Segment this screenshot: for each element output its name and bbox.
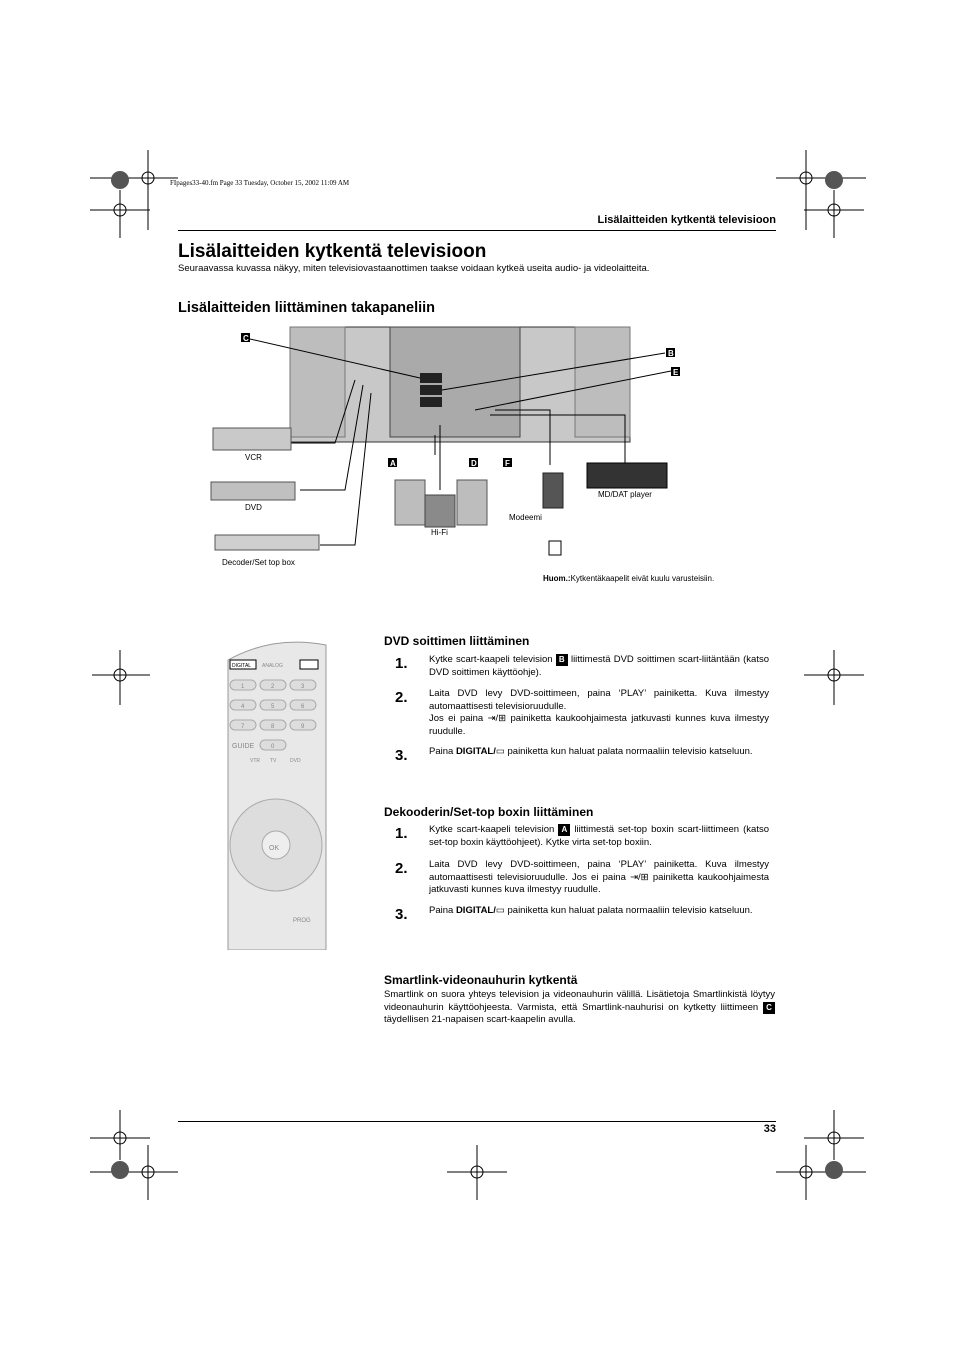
phone-jack — [549, 541, 561, 555]
ok-button: OK — [269, 845, 280, 852]
lead-text: Seuraavassa kuvassa näkyy, miten televisiovastaanottimen taakse voidaan kytkeä useita audio- ja videolaitteita. — [178, 263, 650, 274]
decoder-step-1: Kytke scart-kaapeli television A liittimestä set-top boxin scart-liittimeen (katso set-top boxin käyttöohjeet). Kytke virta set-top boxiin. — [429, 824, 769, 848]
letter-f: F — [505, 459, 510, 468]
dvd-step-3: Paina DIGITAL/▭ painiketta kun haluat palata normaaliin televisio katseluun. — [429, 746, 753, 757]
guide-button: GUIDE — [232, 743, 255, 750]
connection-diagram — [205, 325, 750, 590]
analog-button[interactable]: ANALOG — [262, 663, 283, 669]
dvd-step-2-num: 2. — [395, 689, 408, 706]
md-label: MD/DAT player — [598, 490, 652, 499]
hifi-device — [395, 480, 487, 527]
decoder-step-2: Laita DVD levy DVD-soittimeen, paina ‘PLAY’ painiketta. Kuva ilmestyy automaattisesti televisioruudulle. Jos ei paina ⇥/⊞ painiketta kaukoohjaimesta jatkuvasti kunnes kuva ilmestyy ruudulle. — [429, 859, 769, 895]
dvd-src-label: DVD — [290, 758, 301, 764]
letter-c: C — [243, 334, 249, 343]
vcr-device — [213, 428, 291, 450]
dvd-step-1: Kytke scart-kaapeli television B liittimestä DVD soittimen scart-liitäntään (katso DVD soittimen käyttöohje). — [429, 654, 770, 678]
digital-button[interactable]: DIGITAL — [232, 663, 252, 669]
md-device — [587, 463, 667, 488]
vcr-label: VCR — [245, 453, 262, 462]
num-8: 8 — [271, 724, 275, 730]
page-title: Lisälaitteiden kytkentä televisioon — [178, 241, 487, 262]
page-number: 33 — [763, 1123, 776, 1135]
num-0: 0 — [271, 744, 275, 750]
num-4: 4 — [241, 704, 245, 710]
num-2: 2 — [271, 684, 275, 690]
decoder-step-3-num: 3. — [395, 906, 408, 923]
header-rule — [178, 230, 776, 231]
letter-a: A — [390, 459, 396, 468]
dvd-label: DVD — [245, 503, 262, 512]
decoder-heading: Dekooderin/Set-top boxin liittäminen — [384, 805, 594, 819]
num-3: 3 — [301, 684, 305, 690]
dvd-heading: DVD soittimen liittäminen — [384, 634, 530, 648]
smartlink-text: Smartlink on suora yhteys television ja videonauhurin välillä. Lisätietoja Smartlinkistä löytyy videonauhurin käyttöohjeesta. Varmista, että Smartlink-nauhurisi on kytketty liittimeen C täydellisen 21-napaisen scart-kaapelin avulla. — [384, 989, 775, 1025]
letter-e: E — [673, 368, 679, 377]
smartlink-heading: Smartlink-videonauhurin kytkentä — [384, 973, 578, 987]
modem-label: Modeemi — [509, 513, 542, 522]
num-6: 6 — [301, 704, 305, 710]
input-select-icon: ⇥/⊞ — [630, 871, 649, 883]
decoder-device — [215, 535, 319, 550]
letter-b: B — [668, 349, 674, 358]
section-title: Lisälaitteiden liittäminen takapaneliin — [178, 300, 436, 316]
num-7: 7 — [241, 724, 245, 730]
dvd-step-1-num: 1. — [395, 655, 408, 672]
running-head: Lisälaitteiden kytkentä televisioon — [597, 214, 776, 226]
print-meta: FIpages33-40.fm Page 33 Tuesday, October 15, 2002 11:09 AM — [170, 179, 350, 187]
tv-label: TV — [270, 758, 277, 764]
remote-control — [218, 640, 328, 950]
input-select-icon: ⇥/⊞ — [487, 713, 507, 724]
letter-d: D — [471, 459, 477, 468]
decoder-label: Decoder/Set top box — [222, 558, 295, 567]
modem-device — [543, 473, 563, 508]
hifi-label: Hi-Fi — [431, 528, 448, 537]
num-9: 9 — [301, 724, 305, 730]
tv-icon: ▭ — [495, 905, 505, 916]
decoder-step-1-num: 1. — [395, 825, 408, 842]
diagram-note: Huom.:Kytkentäkaapelit eivät kuulu varusteisiin. — [543, 574, 715, 583]
num-1: 1 — [241, 684, 245, 690]
dvd-step-3-num: 3. — [395, 747, 408, 764]
footer-rule — [178, 1121, 776, 1122]
tv-icon: ▭ — [495, 746, 505, 757]
decoder-step-2-num: 2. — [395, 860, 408, 877]
prog-label: PROG — [293, 918, 311, 924]
num-5: 5 — [271, 704, 275, 710]
decoder-step-3: Paina DIGITAL/▭ painiketta kun haluat palata normaaliin televisio katseluun. — [429, 905, 753, 916]
vtr-label: VTR — [250, 758, 260, 764]
dvd-device — [211, 482, 295, 500]
dvd-step-2: Laita DVD levy DVD-soittimeen, paina ‘PLAY’ painiketta. Kuva ilmestyy automaattisesti televisioruudulle. Jos ei paina ⇥/⊞ painiketta kaukoohjaimesta jatkuvasti kunnes kuva ilmestyy ruudulle. — [429, 688, 770, 737]
